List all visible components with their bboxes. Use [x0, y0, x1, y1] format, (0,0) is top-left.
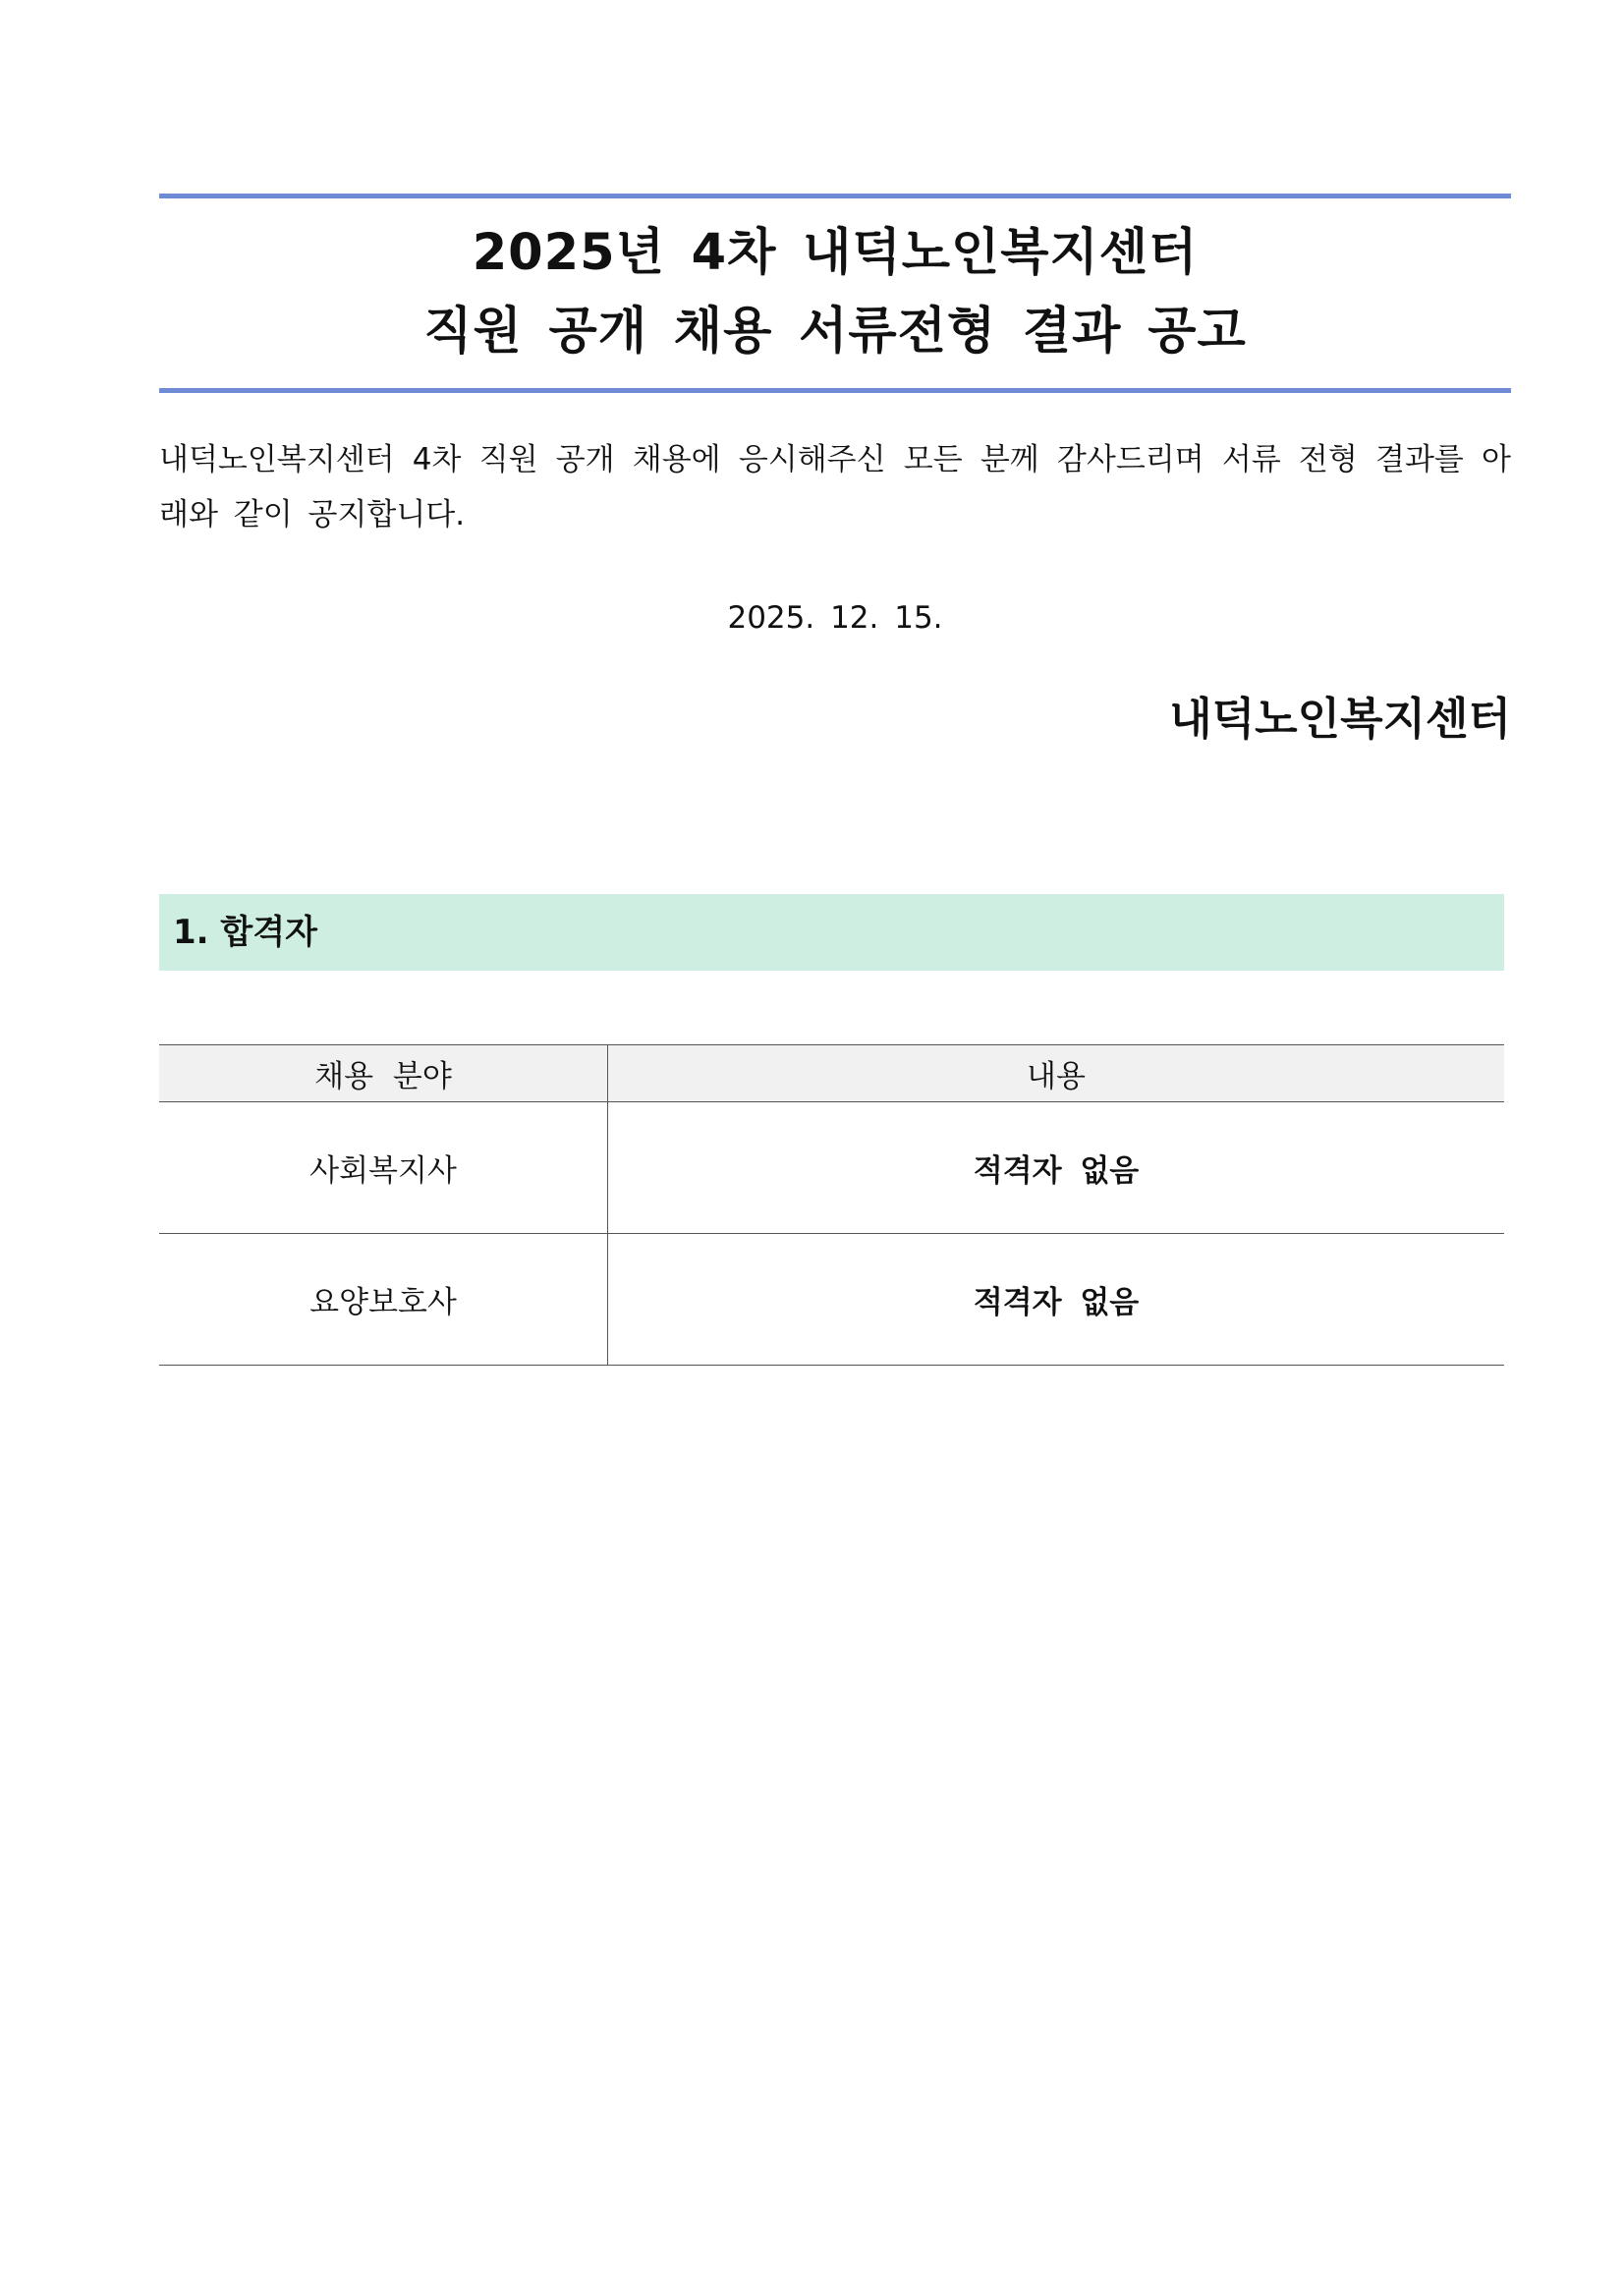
table-header-row: [159, 1045, 1504, 1102]
section-title: 1. 합격자: [173, 913, 317, 952]
title-top-rule: [159, 194, 1511, 198]
table-row: [159, 1234, 1504, 1366]
organization-name: 내덕노인복지센터: [1169, 693, 1511, 745]
table-cell-field: 사회복지사: [159, 1102, 608, 1234]
section-header: [159, 894, 1504, 971]
table-cell-content: 적격자 없음: [608, 1102, 1505, 1234]
table-cell-field: 요양보호사: [159, 1234, 608, 1366]
column-header-field: 채용 분야: [159, 1045, 608, 1102]
title-line-2: 직원 공개 채용 서류전형 결과 공고: [423, 303, 1247, 361]
intro-paragraph: 내덕노인복지센터 4차 직원 공개 채용에 응시해주신 모든 분께 감사드리며 서류 전형 결과를 아래와 같이 공지합니다.: [159, 442, 1511, 532]
announcement-date: 2025. 12. 15.: [727, 600, 943, 636]
title-line-1: 2025년 4차 내덕노인복지센터: [472, 224, 1199, 282]
column-header-content: 내용: [608, 1045, 1505, 1102]
table-cell-content: 적격자 없음: [608, 1234, 1505, 1366]
table-row: [159, 1102, 1504, 1234]
page-title: [159, 214, 1511, 371]
title-bottom-rule: [159, 388, 1511, 393]
results-table: [159, 1044, 1504, 1366]
